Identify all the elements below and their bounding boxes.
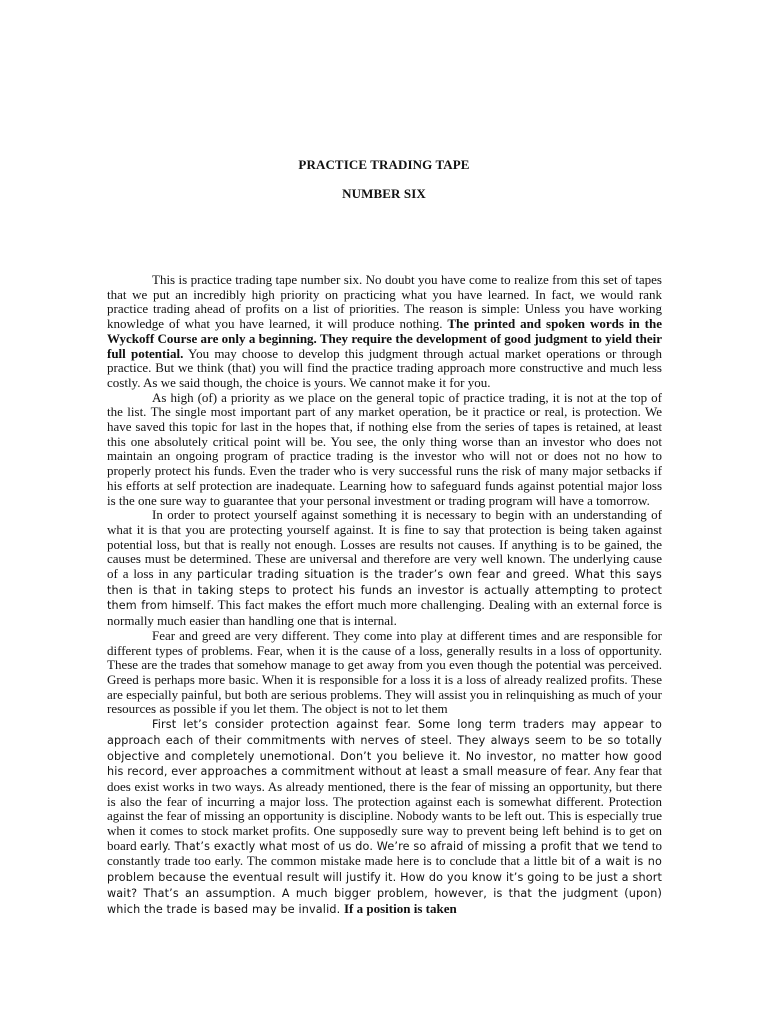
paragraph-1-text: This is practice trading tape number six. No doubt you have come to realize from this set of tapes that we put an incredibly high priority on practicing what you have learned. In fact, we would rank practice trading ahead of profits on a list of priorities. The reason is simple: Unless you have working knowledge of what you have learned, it will produce nothing. xyxy=(107,272,662,332)
paragraph-3 xyxy=(107,508,662,629)
paragraph-5-text-alt: First let’s consider protection against fear. Some long term traders may appear to approach each of their commitments with nerves of steel. They always seem to be so totally objective and completely unemotional. Don’t you believe it. No investor, no matter how good his record, ever approaches a commitment without at least a small measure of fear. xyxy=(107,718,662,779)
paragraph-4: Fear and greed are very different. They come into play at different times and are responsible for different types of problems. Fear, when it is the cause of a loss, generally results in a loss of opportunity. These are the trades that somehow manage to get away from you even though the potential was perceived. Greed is perhaps more basic. When it is responsible for a loss it is a loss of already realized profits. These are especially painful, but both are serious problems. They will assist you in relinquishing as much of your resources as possible if you let them. The object is not to let them xyxy=(107,627,662,717)
paragraph-2: As high (of) a priority as we place on the general topic of practice trading, it is not at the top of the list. The single most important part of any market operation, be it practice or real, is protection. We have saved this topic for last in the hopes that, if nothing else from the series of tapes is retained, at least this one absolutely critical point will be. You see, the only thing worse than an investor who does not maintain an ongoing program of practice trading is the investor who will not or does not no how to properly protect his funds. Even the trader who is very successful runs the risk of many major setbacks if his efforts at self protection are inadequate. Learning how to safeguard funds against potential major loss is the one sure way to guarantee that your personal investment or trading program will have a tomorrow. xyxy=(107,389,662,508)
page-title: PRACTICE TRADING TAPE xyxy=(298,157,470,172)
paragraph-5-text-alt-3: of a wait is no problem because the eventual result will justify it. How do you know it’s going to be just a short wait? That’s an assumption. A much bigger problem, however, is that the judgment (upon) which the trade is based may be invalid. xyxy=(107,855,662,916)
paragraph-5-text-2: to constantly trade too early. The common mistake made here is to conclude that a little bit xyxy=(107,837,662,869)
paragraph-1-bold: The printed and spoken words in the Wyckoff Course are only a beginning. They require the development of good judgment to yield their full potential. xyxy=(107,316,662,361)
paragraph-3-text: In order to protect yourself against something it is necessary to begin with an understanding of what it is that you are protecting yourself against. It is fine to say that protection is being taken against potential loss, but that is really not enough. Losses are results not causes. If anything is to be gained, the causes must be determined. These are universal and therefore are very well known. The underlying cause of a loss in any xyxy=(107,507,662,582)
page-subtitle: NUMBER SIX xyxy=(342,186,426,201)
paragraph-1-text-end: You may choose to develop this judgment through actual market operations or through practice. But we think (that) you will find the practice trading approach more constructive and much less costly. As we said though, the choice is yours. We cannot make it for you. xyxy=(107,345,662,390)
document-body xyxy=(107,273,662,917)
paragraph-5-bold: If a position is taken xyxy=(344,900,457,916)
paragraph-5-text: Any fear that does exist works in two ways. As already mentioned, there is the fear of missing an opportunity, but there is also the fear of incurring a major loss. The protection against each is somewhat different. Protection against the fear of missing an opportunity is discipline. Nobody wants to be left out. This is especially true when it comes to stock market profits. One supposedly sure way to prevent being left behind is to get on board xyxy=(107,763,662,853)
paragraph-3-text-end: himself. This fact makes the effort much more challenging. Dealing with an external force is normally much easier than handling one that is internal. xyxy=(107,597,662,629)
paragraph-5-text-alt-2: early. That’s exactly what most of us do. We’re so afraid of missing a profit that we tend xyxy=(139,839,649,853)
paragraph-5 xyxy=(107,717,662,917)
paragraph-3-text-alt: particular trading situation is the trader’s own fear and greed. What this says then is that in taking steps to protect his funds an investor is actually attempting to protect them from xyxy=(107,568,662,613)
paragraph-1 xyxy=(107,273,662,391)
